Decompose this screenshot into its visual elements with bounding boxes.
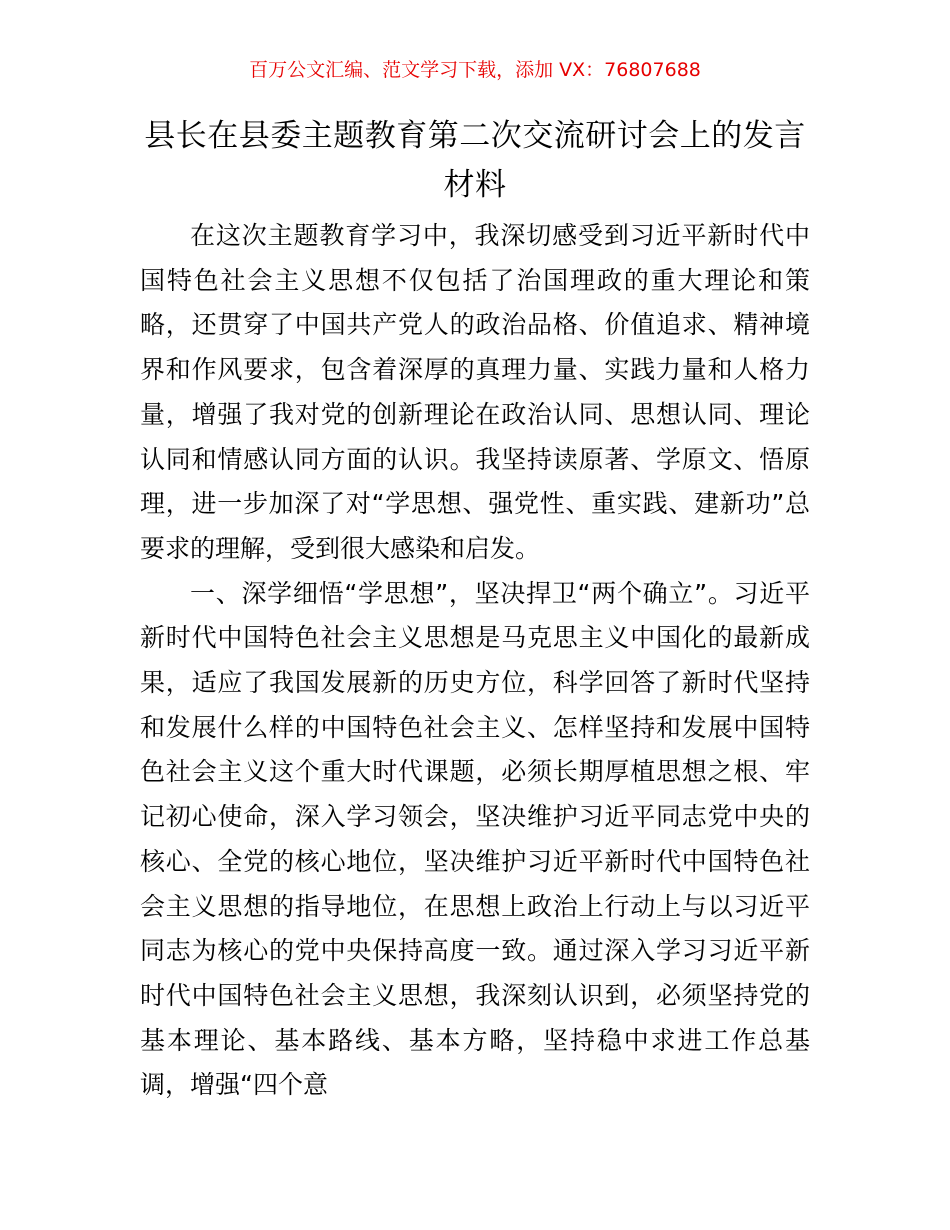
header-ad-text: 百万公文汇编、范文学习下载，添加 VX：76807688 (249, 59, 701, 81)
paragraph-section-one: 一、深学细悟“学思想”，坚决捍卫“两个确立”。习近平新时代中国特色社会主义思想是马克思主义中国化的最新成果，适应了我国发展新的历史方位，科学回答了新时代坚持和发展什么样的中国特色社会主义、怎样坚持和发展中国特色社会主义这个重大时代课题，必须长期厚植思想之根、牢记初心使命，深入学习领会，坚决维护习近平同志党中央的核心、全党的核心地位，坚决维护习近平新时代中国特色社会主义思想的指导地位，在思想上政治上行动上与以习近平同志为核心的党中央保持高度一致。通过深入学习习近平新时代中国特色社会主义思想，我深刻认识到，必须坚持党的基本理论、基本路线、基本方略，坚持稳中求进工作总基调，增强“四个意 (140, 578, 810, 1100)
document-title: 县长在县委主题教育第二次交流研讨会上的发言材料 (144, 118, 806, 203)
paragraph-intro: 在这次主题教育学习中，我深切感受到习近平新时代中国特色社会主义思想不仅包括了治国理政的重大理论和策略，还贯穿了中国共产党人的政治品格、价值追求、精神境界和作风要求，包含着深厚的真理力量、实践力量和人格力量，增强了我对党的创新理论在政治认同、思想认同、理论认同和情感认同方面的认识。我坚持读原著、学原文、悟原理，进一步加深了对“学思想、强党性、重实践、建新功”总要求的理解，受到很大感染和启发。 (140, 221, 810, 563)
document-body (140, 214, 810, 1108)
